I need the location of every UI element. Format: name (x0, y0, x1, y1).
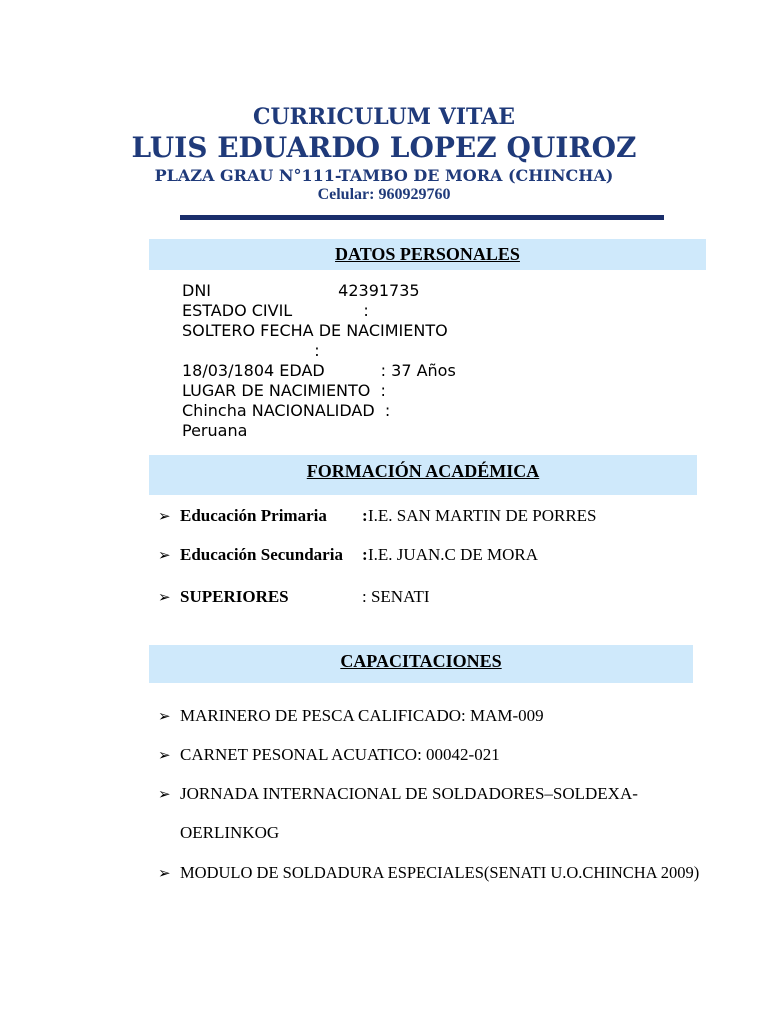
bullet-arrow-icon: ➢ (158, 507, 171, 525)
header-divider (180, 215, 664, 220)
capacitacion-text: CARNET PESONAL ACUATICO: 00042-021 (180, 745, 500, 764)
formacion-sep: : (362, 545, 368, 564)
bullet-arrow-icon: ➢ (158, 785, 171, 803)
datos-line: 18/03/1804 EDAD : 37 Años (182, 361, 456, 380)
formacion-item (158, 587, 171, 607)
formacion-label: Educación Primaria (180, 506, 327, 525)
formacion-label: Educación Secundaria (180, 545, 343, 564)
formacion-item (158, 545, 171, 565)
formacion-value: I.E. SAN MARTIN DE PORRES (368, 506, 597, 525)
formacion-sep: : (362, 506, 368, 525)
bullet-arrow-icon: ➢ (158, 588, 171, 606)
bullet-arrow-icon: ➢ (158, 546, 171, 564)
datos-line: SOLTERO FECHA DE NACIMIENTO (182, 321, 448, 340)
datos-line: LUGAR DE NACIMIENTO : (182, 381, 386, 400)
candidate-name: LUIS EDUARDO LOPEZ QUIROZ (131, 131, 637, 164)
datos-line: : (182, 341, 320, 360)
formacion-item (158, 506, 171, 526)
formacion-value: : SENATI (362, 587, 430, 606)
capacitacion-continuation: OERLINKOG (180, 823, 280, 842)
datos-personales-band (149, 239, 706, 270)
datos-line: ESTADO CIVIL : (182, 301, 369, 320)
capacitacion-item (158, 863, 171, 883)
formacion-band (149, 455, 697, 495)
bullet-arrow-icon: ➢ (158, 707, 171, 725)
formacion-heading: FORMACIÓN ACADÉMICA (306, 461, 540, 481)
formacion-label: SUPERIORES (180, 587, 289, 606)
candidate-phone: Celular: 960929760 (317, 186, 451, 203)
formacion-value: I.E. JUAN.C DE MORA (368, 545, 538, 564)
datos-personales-block (182, 281, 456, 441)
datos-line: DNI 42391735 (182, 281, 420, 300)
datos-personales-heading: DATOS PERSONALES (335, 244, 520, 264)
capacitacion-item (158, 745, 171, 765)
bullet-arrow-icon: ➢ (158, 746, 171, 764)
capacitacion-text: JORNADA INTERNACIONAL DE SOLDADORES–SOLDEXA- (180, 784, 638, 803)
bullet-arrow-icon: ➢ (158, 864, 171, 882)
capacitacion-item (158, 706, 171, 726)
datos-line: Chincha NACIONALIDAD : (182, 401, 391, 420)
candidate-address: PLAZA GRAU N°111-TAMBO DE MORA (CHINCHA) (154, 166, 614, 185)
capacitacion-item (158, 784, 171, 804)
capacitaciones-band (149, 645, 693, 683)
capacitaciones-heading: CAPACITACIONES (340, 651, 502, 671)
capacitacion-text: MARINERO DE PESCA CALIFICADO: MAM-009 (180, 706, 544, 725)
datos-line: Peruana (182, 421, 248, 440)
document-title: CURRICULUM VITAE (252, 104, 516, 130)
capacitacion-text: MODULO DE SOLDADURA ESPECIALES(SENATI U.O.CHINCHA 2009) (180, 863, 700, 882)
